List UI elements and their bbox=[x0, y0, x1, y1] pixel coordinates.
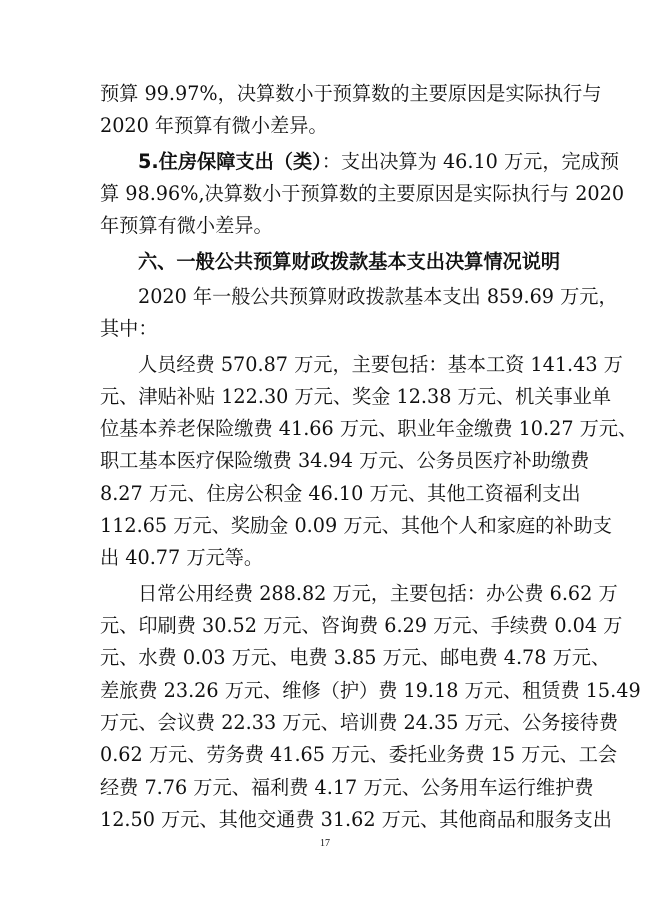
section-6-heading: 六、一般公共预算财政拨款基本支出决算情况说明 bbox=[138, 250, 561, 273]
body-line: 8.27 万元、住房公积金 46.10 万元、其他工资福利支出 bbox=[100, 482, 581, 505]
section-5-line bbox=[138, 150, 620, 174]
body-line: 位基本养老保险缴费 41.66 万元、职业年金缴费 10.27 万元、 bbox=[100, 417, 638, 440]
body-line: 人员经费 570.87 万元，主要包括：基本工资 141.43 万 bbox=[138, 353, 623, 376]
body-line: 出 40.77 万元等。 bbox=[100, 546, 264, 569]
body-line: 万元、会议费 22.33 万元、培训费 24.35 万元、公务接待费 bbox=[100, 711, 619, 734]
body-line: 元、津贴补贴 122.30 万元、奖金 12.38 万元、机关事业单 bbox=[100, 385, 612, 408]
body-line: 职工基本医疗保险缴费 34.94 万元、公务员医疗补助缴费 bbox=[100, 449, 590, 472]
body-line: 算 98.96%,决算数小于预算数的主要原因是实际执行与 2020 bbox=[100, 182, 625, 205]
body-line: 元、水费 0.03 万元、电费 3.85 万元、邮电费 4.78 万元、 bbox=[100, 646, 611, 669]
body-line: 经费 7.76 万元、福利费 4.17 万元、公务用车运行维护费 bbox=[100, 776, 594, 799]
body-line: 元、印刷费 30.52 万元、咨询费 6.29 万元、手续费 0.04 万 bbox=[100, 614, 623, 637]
section-5-heading: 5.住房保障支出（类） bbox=[138, 150, 322, 173]
body-line: 112.65 万元、奖励金 0.09 万元、其他个人和家庭的补助支 bbox=[100, 514, 612, 537]
body-line: 0.62 万元、劳务费 41.65 万元、委托业务费 15 万元、工会 bbox=[100, 743, 618, 766]
body-line: 差旅费 23.26 万元、维修（护）费 19.18 万元、租赁费 15.49 bbox=[100, 679, 641, 702]
section-5-text: ：支出决算为 46.10 万元，完成预 bbox=[321, 150, 620, 173]
body-line: 日常公用经费 288.82 万元，主要包括：办公费 6.62 万 bbox=[138, 582, 618, 605]
body-line: 年预算有微小差异。 bbox=[100, 214, 273, 237]
body-line: 2020 年一般公共预算财政拨款基本支出 859.69 万元， bbox=[138, 285, 618, 308]
body-line: 预算 99.97%，决算数小于预算数的主要原因是实际执行与 bbox=[100, 82, 602, 105]
body-line: 其中： bbox=[100, 317, 158, 340]
body-line: 2020 年预算有微小差异。 bbox=[100, 114, 328, 137]
page-number: 17 bbox=[320, 838, 330, 849]
body-line: 12.50 万元、其他交通费 31.62 万元、其他商品和服务支出 bbox=[100, 808, 612, 831]
